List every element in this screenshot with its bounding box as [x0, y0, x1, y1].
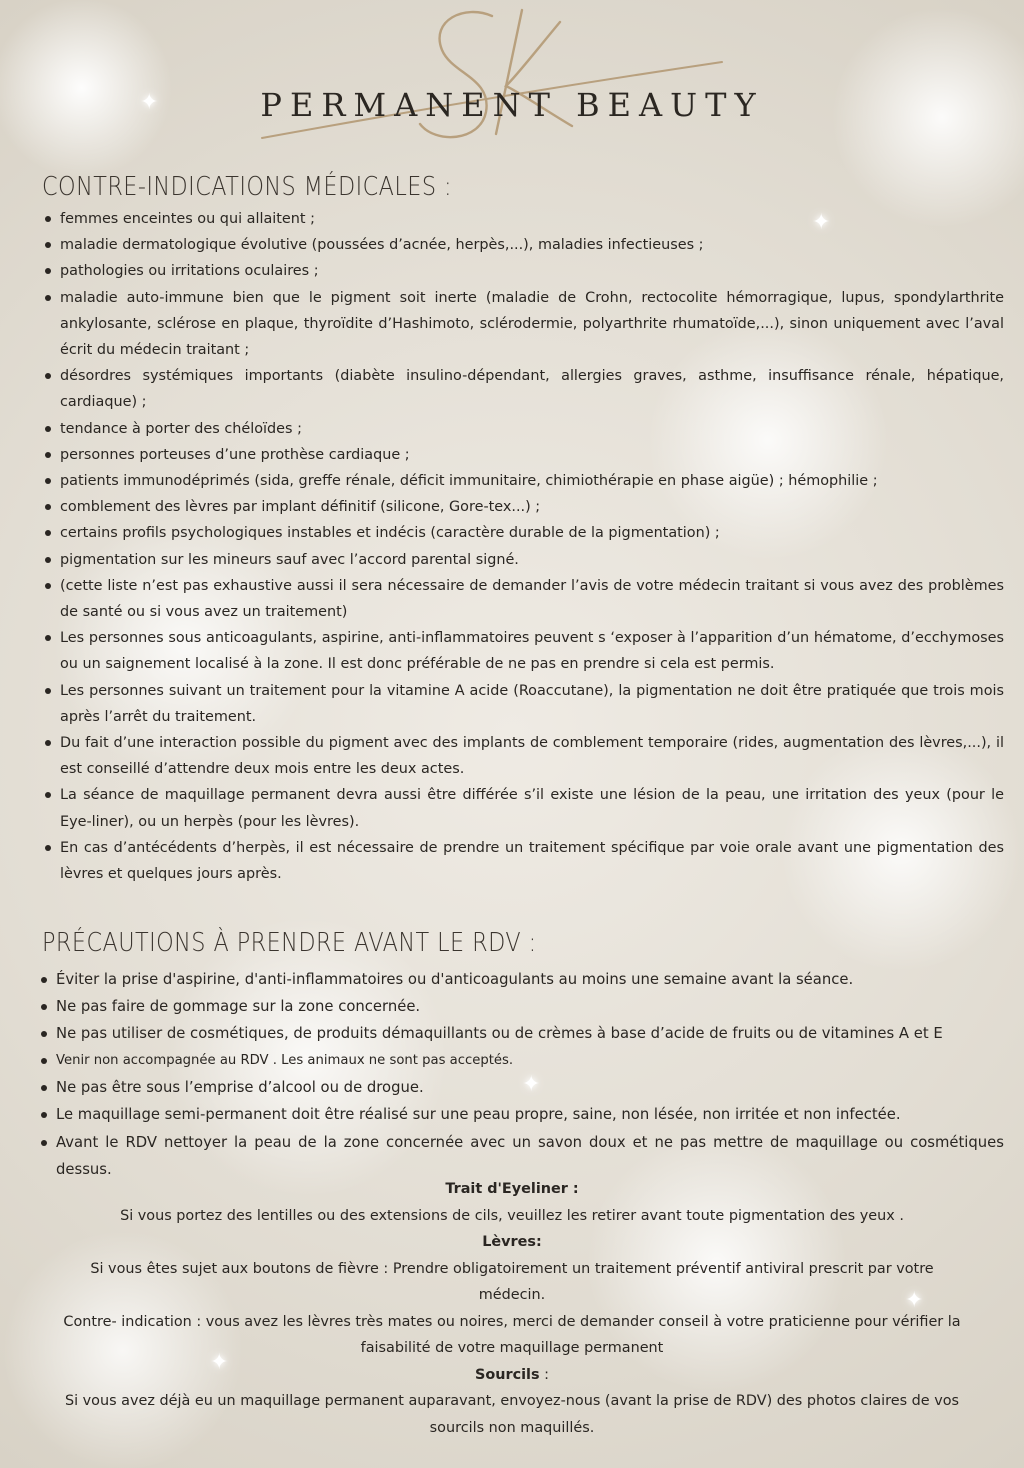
- list-item: Le maquillage semi-permanent doit être réalisé sur une peau propre, saine, non lésée, non irritée et non infectée.: [38, 1101, 1004, 1128]
- list-item: personnes porteuses d’une prothèse cardiaque ;: [42, 442, 1004, 468]
- list-item: Avant le RDV nettoyer la peau de la zone concernée avec un savon doux et ne pas mettre de maquillage ou cosmétiques dessus.: [38, 1129, 1004, 1183]
- sparkle-icon: ✦: [812, 210, 831, 235]
- brows-colon: :: [539, 1366, 549, 1383]
- list-item: femmes enceintes ou qui allaitent ;: [42, 206, 1004, 232]
- lips-text-2: Contre- indication : vous avez les lèvres très mates ou noires, merci de demander conseil à votre praticienne pour vérifier la faisabilité de votre maquillage permanent: [63, 1313, 961, 1356]
- list-item: Les personnes suivant un traitement pour la vitamine A acide (Roaccutane), la pigmentation ne doit être pratiquée que trois mois après l’arrêt du traitement.: [42, 678, 1004, 730]
- precautions-list: [38, 966, 1004, 1183]
- eyeliner-text: Si vous portez des lentilles ou des extensions de cils, veuillez les retirer avant toute pigmentation des yeux .: [120, 1207, 904, 1224]
- list-item: patients immunodéprimés (sida, greffe rénale, déficit immunitaire, chimiothérapie en phase aigüe) ; hémophilie ;: [42, 468, 1004, 494]
- section-title-contraindications: CONTRE-INDICATIONS MÉDICALES :: [42, 172, 452, 202]
- lips-text-1: Si vous êtes sujet aux boutons de fièvre : Prendre obligatoirement un traitement préventif antiviral prescrit par votre médecin.: [90, 1260, 934, 1303]
- list-item: comblement des lèvres par implant définitif (silicone, Gore-tex...) ;: [42, 494, 1004, 520]
- list-item: désordres systémiques importants (diabète insulino-dépendant, allergies graves, asthme, insuffisance rénale, hépatique, cardiaque) ;: [42, 363, 1004, 415]
- list-item: Ne pas faire de gommage sur la zone concernée.: [38, 993, 1004, 1020]
- list-item: (cette liste n’est pas exhaustive aussi il sera nécessaire de demander l’avis de votre médecin traitant si vous avez des problèmes de santé ou si vous avez un traitement): [42, 573, 1004, 625]
- brows-heading: [40, 1362, 984, 1389]
- list-item: Venir non accompagnée au RDV . Les animaux ne sont pas acceptés.: [38, 1047, 1004, 1074]
- contraindications-list: [42, 206, 1004, 887]
- notes-block: [40, 1176, 984, 1441]
- list-item: maladie auto-immune bien que le pigment soit inerte (maladie de Crohn, rectocolite hémorragique, lupus, spondylarthrite ankylosante, sclérose en plaque, thyroïdite d’Hashimoto, sclérodermie, polyarthrite rhumatoïde,...), sinon uniquement avec l’aval écrit du médecin traitant ;: [42, 285, 1004, 364]
- list-item: Ne pas utiliser de cosmétiques, de produits démaquillants ou de crèmes à base d’acide de fruits ou de vitamines A et E: [38, 1020, 1004, 1047]
- list-item: En cas d’antécédents d’herpès, il est nécessaire de prendre un traitement spécifique par voie orale avant une pigmentation des lèvres et quelques jours après.: [42, 835, 1004, 887]
- list-item: pigmentation sur les mineurs sauf avec l’accord parental signé.: [42, 547, 1004, 573]
- sparkle-icon: ✦: [210, 1350, 229, 1375]
- eyeliner-title: Trait d'Eyeliner :: [445, 1181, 579, 1197]
- logo: [0, 0, 1024, 160]
- list-item: pathologies ou irritations oculaires ;: [42, 258, 1004, 284]
- list-item: Les personnes sous anticoagulants, aspirine, anti-inflammatoires peuvent s ‘exposer à l’apparition d’un hématome, d’ecchymoses ou un saignement localisé à la zone. Il est donc préférable de ne pas en prendre si cela est permis.: [42, 625, 1004, 677]
- sparkle-icon: ✦: [522, 1072, 541, 1097]
- list-item: Éviter la prise d'aspirine, d'anti-inflammatoires ou d'anticoagulants au moins une semaine avant la séance.: [38, 966, 1004, 993]
- list-item: tendance à porter des chéloïdes ;: [42, 416, 1004, 442]
- brand-name: PERMANENT BEAUTY: [260, 86, 764, 124]
- sparkle-icon: ✦: [905, 1288, 924, 1313]
- list-item: certains profils psychologiques instables et indécis (caractère durable de la pigmentation) ;: [42, 520, 1004, 546]
- list-item: Du fait d’une interaction possible du pigment avec des implants de comblement temporaire (rides, augmentation des lèvres,...), il est conseillé d’attendre deux mois entre les deux actes.: [42, 730, 1004, 782]
- sk-monogram-icon: [260, 2, 760, 162]
- section-title-precautions: PRÉCAUTIONS À PRENDRE AVANT LE RDV :: [42, 928, 537, 958]
- list-item: Ne pas être sous l’emprise d’alcool ou de drogue.: [38, 1074, 1004, 1101]
- list-item: maladie dermatologique évolutive (poussées d’acnée, herpès,...), maladies infectieuses ;: [42, 232, 1004, 258]
- brows-title: Sourcils: [475, 1366, 540, 1383]
- sparkle-icon: ✦: [140, 90, 159, 115]
- lips-title: Lèvres:: [482, 1234, 542, 1250]
- list-item: La séance de maquillage permanent devra aussi être différée s’il existe une lésion de la peau, une irritation des yeux (pour le Eye-liner), ou un herpès (pour les lèvres).: [42, 782, 1004, 834]
- brows-text: Si vous avez déjà eu un maquillage permanent auparavant, envoyez-nous (avant la prise de RDV) des photos claires de vos sourcils non maquillés.: [64, 1393, 960, 1436]
